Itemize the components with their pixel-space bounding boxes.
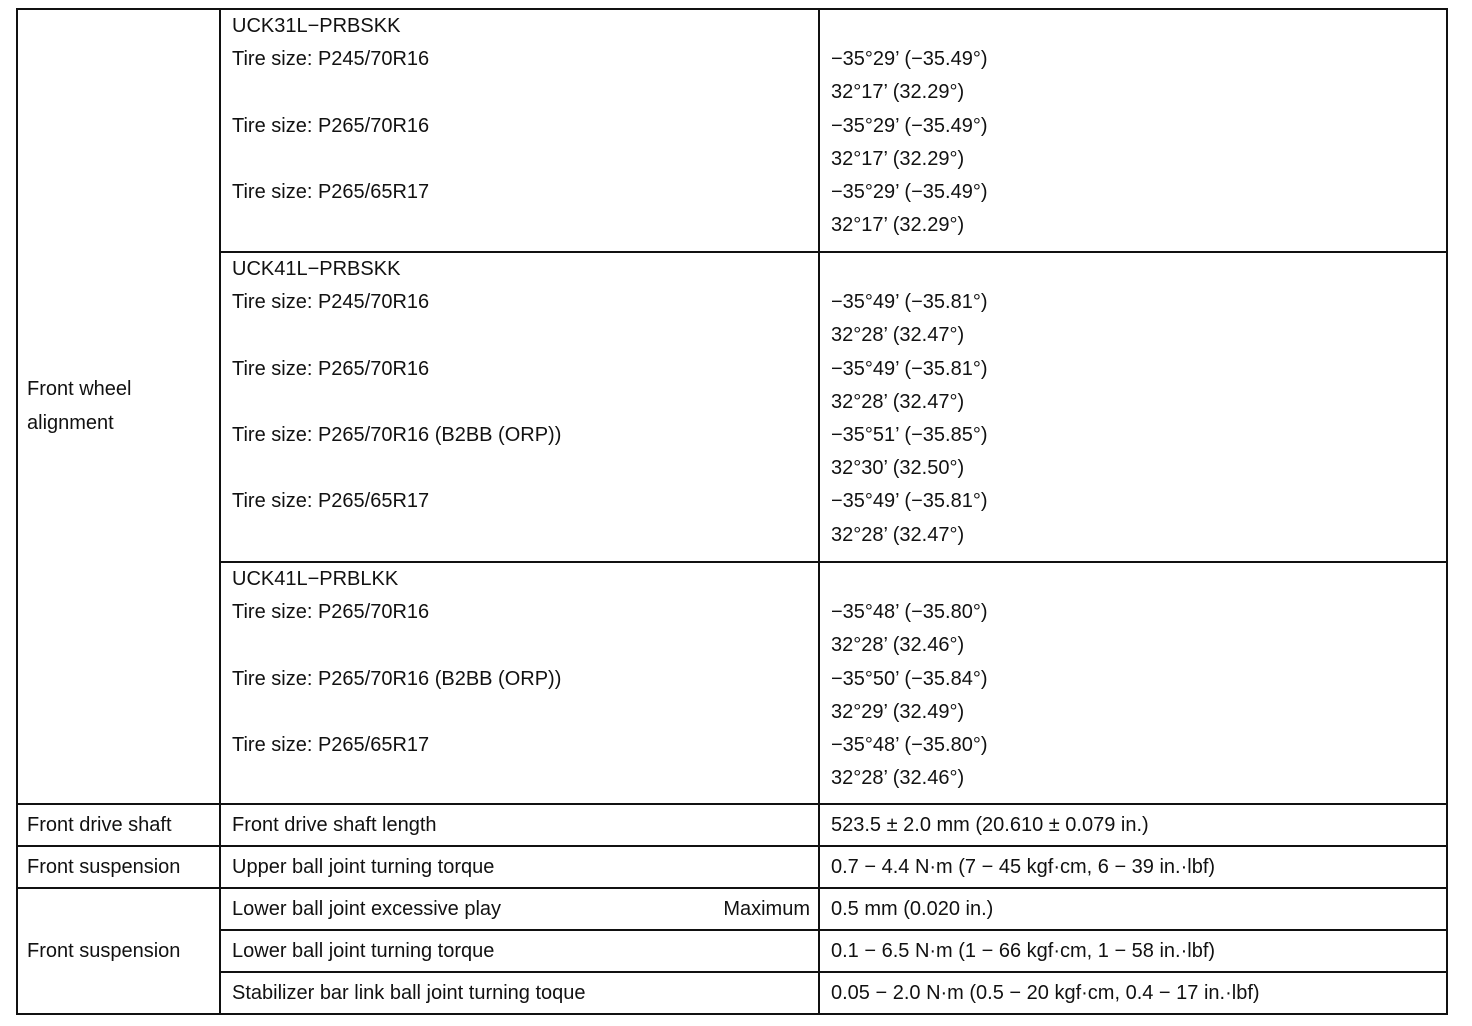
- spec-description-cell: [220, 888, 819, 930]
- spec-value-cell: [819, 972, 1447, 1014]
- category-label: alignment: [27, 411, 114, 434]
- table-row: [17, 252, 1447, 562]
- tire-size-label: Tire size: P265/70R16 (B2BB (ORP)): [232, 667, 562, 690]
- angle-value: 32°29’ (32.49°): [831, 700, 965, 723]
- angle-value: −35°49’ (−35.81°): [831, 291, 988, 314]
- spec-description-cell: [220, 846, 819, 888]
- spec-item-with-qualifier: [232, 889, 818, 929]
- spec-value-cell: [819, 888, 1447, 930]
- spec-item-label: Upper ball joint turning torque: [232, 856, 495, 878]
- spec-description-cell: [220, 930, 819, 972]
- spacer: [232, 143, 818, 176]
- spacer: [232, 696, 818, 729]
- table-row: [17, 888, 1447, 930]
- spacer: [831, 10, 1446, 43]
- spec-value: 0.7 − 4.4 N·m (7 − 45 kgf·cm, 6 − 39 in.·lbf): [831, 856, 1216, 878]
- spec-description-cell: [220, 252, 819, 562]
- model-code: UCK41L−PRBSKK: [232, 258, 401, 280]
- spec-item-label: Lower ball joint turning torque: [232, 940, 495, 962]
- spec-value-cell: [819, 9, 1447, 252]
- spec-qualifier: Maximum: [723, 898, 810, 920]
- angle-value: −35°49’ (−35.81°): [831, 357, 988, 380]
- spec-value-cell: [819, 930, 1447, 972]
- angle-value: 32°28’ (32.46°): [831, 634, 965, 657]
- spacer: [232, 319, 818, 352]
- spec-item-label: Lower ball joint excessive play: [232, 898, 502, 920]
- angle-value: −35°49’ (−35.81°): [831, 490, 988, 513]
- specification-table: [16, 8, 1448, 1015]
- category-cell-front-suspension: [17, 888, 220, 1014]
- category-label: Front wheel: [27, 378, 132, 401]
- spacer: [232, 386, 818, 419]
- spacer: [831, 563, 1446, 596]
- angle-value: 32°28’ (32.46°): [831, 767, 965, 790]
- angle-value: −35°29’ (−35.49°): [831, 180, 988, 203]
- tire-size-label: Tire size: P265/70R16: [232, 601, 430, 624]
- spec-value: 0.05 − 2.0 N·m (0.5 − 20 kgf·cm, 0.4 − 17 in.·lbf): [831, 982, 1260, 1004]
- spacer: [232, 76, 818, 109]
- angle-value: 32°28’ (32.47°): [831, 390, 965, 413]
- angle-value: 32°17’ (32.29°): [831, 147, 965, 170]
- model-code: UCK41L−PRBLKK: [232, 568, 399, 590]
- category-label: Front suspension: [27, 856, 181, 878]
- tire-size-label: Tire size: P245/70R16: [232, 48, 430, 71]
- spacer: [232, 452, 818, 485]
- category-cell-front-wheel-alignment: [17, 9, 220, 804]
- spec-description-cell: [220, 804, 819, 846]
- spec-value-cell: [819, 846, 1447, 888]
- angle-value: −35°29’ (−35.49°): [831, 114, 988, 137]
- angle-value: −35°29’ (−35.49°): [831, 48, 988, 71]
- spec-description-cell: [220, 9, 819, 252]
- spacer: [232, 629, 818, 662]
- spec-value-cell: [819, 804, 1447, 846]
- category-label: Front suspension: [27, 940, 181, 962]
- tire-size-label: Tire size: P265/70R16 (B2BB (ORP)): [232, 423, 562, 446]
- angle-value: −35°50’ (−35.84°): [831, 667, 988, 690]
- spec-description-cell: [220, 972, 819, 1014]
- spec-item-label: Stabilizer bar link ball joint turning toque: [232, 982, 586, 1004]
- tire-size-label: Tire size: P265/65R17: [232, 490, 430, 513]
- tire-size-label: Tire size: P265/65R17: [232, 733, 430, 756]
- angle-value: 32°28’ (32.47°): [831, 324, 965, 347]
- spec-description-cell: [220, 562, 819, 804]
- angle-value: 32°17’ (32.29°): [831, 214, 965, 237]
- angle-value: −35°51’ (−35.85°): [831, 423, 988, 446]
- tire-size-label: Tire size: P245/70R16: [232, 291, 430, 314]
- spec-value: 0.1 − 6.5 N·m (1 − 66 kgf·cm, 1 − 58 in.·lbf): [831, 940, 1216, 962]
- angle-value: −35°48’ (−35.80°): [831, 733, 988, 756]
- tire-size-label: Tire size: P265/65R17: [232, 180, 430, 203]
- table-row: [17, 804, 1447, 846]
- category-cell-front-suspension: [17, 846, 220, 888]
- category-cell-front-drive-shaft: [17, 804, 220, 846]
- spec-value: 523.5 ± 2.0 mm (20.610 ± 0.079 in.): [831, 814, 1149, 836]
- spec-value: 0.5 mm (0.020 in.): [831, 898, 994, 920]
- table-row: [17, 930, 1447, 972]
- angle-value: 32°28’ (32.47°): [831, 523, 965, 546]
- table-row: [17, 846, 1447, 888]
- tire-size-label: Tire size: P265/70R16: [232, 114, 430, 137]
- spec-item-label: Front drive shaft length: [232, 814, 437, 836]
- category-label: Front drive shaft: [27, 814, 172, 836]
- angle-value: 32°17’ (32.29°): [831, 81, 965, 104]
- spec-value-cell: [819, 562, 1447, 804]
- angle-value: 32°30’ (32.50°): [831, 457, 965, 480]
- model-code: UCK31L−PRBSKK: [232, 15, 401, 37]
- angle-value: −35°48’ (−35.80°): [831, 601, 988, 624]
- table-row: [17, 9, 1447, 252]
- spacer: [831, 253, 1446, 286]
- spec-value-cell: [819, 252, 1447, 562]
- table-row: [17, 972, 1447, 1014]
- tire-size-label: Tire size: P265/70R16: [232, 357, 430, 380]
- table-row: [17, 562, 1447, 804]
